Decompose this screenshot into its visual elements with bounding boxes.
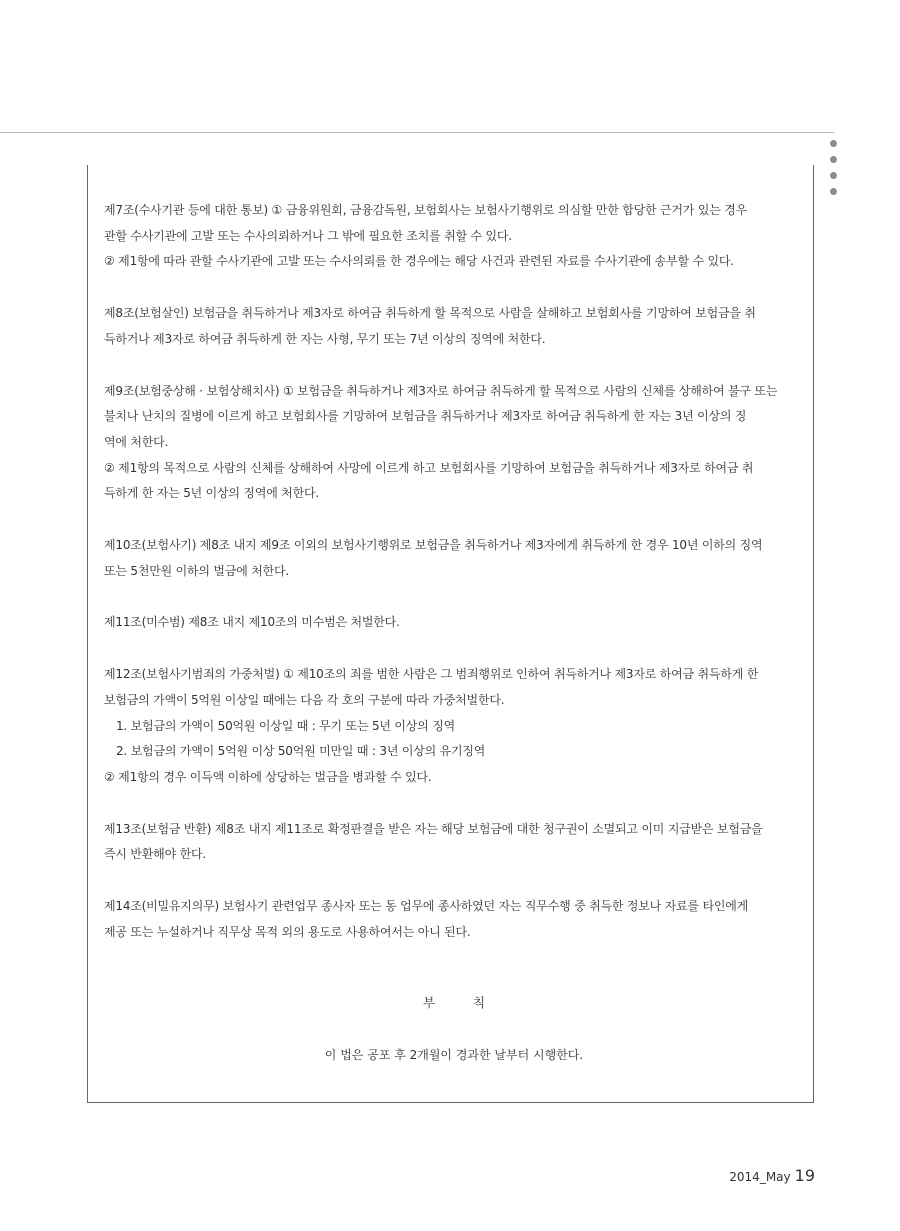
supplementary-title: 부 칙	[422, 995, 486, 1010]
text-line: 제13조(보험금 반환) 제8조 내지 제11조로 확정판결을 받은 자는 해당 보험금에 대한 청구권이 소멸되고 이미 지급받은 보험금을	[104, 821, 763, 836]
text-line: 또는 5천만원 이하의 벌금에 처한다.	[104, 563, 289, 578]
list-item: 1. 보험금의 가액이 50억원 이상일 때 : 무기 또는 5년 이상의 징역	[116, 718, 455, 733]
list-item: 2. 보험금의 가액이 5억원 이상 50억원 미만일 때 : 3년 이상의 유기징역	[116, 744, 486, 759]
decorative-dots	[830, 140, 840, 204]
issue-label: 2014_May	[729, 1170, 791, 1184]
text-line: 제8조(보험살인) 보험금을 취득하거나 제3자로 하여금 취득하게 할 목적으로 사람을 살해하고 보험회사를 기망하여 보험금을 취	[104, 306, 756, 321]
article-14	[104, 894, 804, 945]
article-9	[104, 379, 804, 508]
text-line: 보험금의 가액이 5억원 이상일 때에는 다음 각 호의 구분에 따라 가중처벌한다.	[104, 692, 505, 707]
text-line: 제14조(비밀유지의무) 보험사기 관련업무 종사자 또는 동 업무에 종사하였던 자는 직무수행 중 취득한 정보나 자료를 타인에게	[104, 899, 749, 914]
text-line: ② 제1항의 목적으로 사람의 신체를 상해하여 사망에 이르게 하고 보험회사를 기망하여 보험금을 취득하거나 제3자로 하여금 취	[104, 460, 754, 475]
text-line: 제11조(미수범) 제8조 내지 제10조의 미수범은 처벌한다.	[104, 615, 400, 630]
page-number: 19	[794, 1166, 815, 1185]
text-line: 불치나 난치의 질병에 이르게 하고 보험회사를 기망하여 보험금을 취득하거나 제3자로 하여금 취득하게 한 자는 3년 이상의 징	[104, 409, 747, 424]
text-line: 역에 처한다.	[104, 434, 169, 449]
text-line: 관할 수사기관에 고발 또는 수사의뢰하거나 그 밖에 필요한 조치를 취할 수 있다.	[104, 228, 512, 243]
dot-icon	[830, 188, 837, 195]
dot-icon	[830, 156, 837, 163]
article-10	[104, 533, 804, 584]
text-line: 득하게 한 자는 5년 이상의 징역에 처한다.	[104, 486, 320, 501]
text-line: ② 제1항의 경우 이득액 이하에 상당하는 벌금을 병과할 수 있다.	[104, 769, 432, 784]
text-line: 제10조(보험사기) 제8조 내지 제9조 이외의 보험사기행위로 보험금을 취득하거나 제3자에게 취득하게 한 경우 10년 이하의 징역	[104, 538, 763, 553]
text-line: 제공 또는 누설하거나 직무상 목적 외의 용도로 사용하여서는 아니 된다.	[104, 924, 471, 939]
supplementary-text: 이 법은 공포 후 2개월이 경과한 날부터 시행한다.	[324, 1048, 584, 1062]
text-line: 제7조(수사기관 등에 대한 통보) ① 금융위원회, 금융감독원, 보험회사는 보험사기행위로 의심할 만한 합당한 근거가 있는 경우	[104, 203, 747, 217]
text-line: 제9조(보험중상해 · 보험상해치사) ① 보험금을 취득하거나 제3자로 하여금 취득하게 할 목적으로 사람의 신체를 상해하여 불구 또는	[104, 383, 778, 398]
top-divider	[0, 132, 834, 133]
article-11	[104, 610, 804, 636]
text-line: 득하거나 제3자로 하여금 취득하게 한 자는 사형, 무기 또는 7년 이상의 징역에 처한다.	[104, 331, 546, 346]
dot-icon	[830, 172, 837, 179]
page-footer	[729, 1166, 815, 1185]
article-13	[104, 817, 804, 868]
article-12	[104, 662, 804, 791]
article-8	[104, 301, 804, 352]
text-line: 제12조(보험사기범죄의 가중처벌) ① 제10조의 죄를 범한 사람은 그 범죄행위로 인하여 취득하거나 제3자로 하여금 취득하게 한	[104, 667, 759, 682]
article-7	[104, 198, 804, 275]
text-line: ② 제1항에 따라 관할 수사기관에 고발 또는 수사의뢰를 한 경우에는 해당 사건과 관련된 자료를 수사기관에 송부할 수 있다.	[104, 254, 734, 269]
law-articles	[104, 198, 804, 971]
text-line: 즉시 반환해야 한다.	[104, 847, 206, 862]
dot-icon	[830, 140, 837, 147]
